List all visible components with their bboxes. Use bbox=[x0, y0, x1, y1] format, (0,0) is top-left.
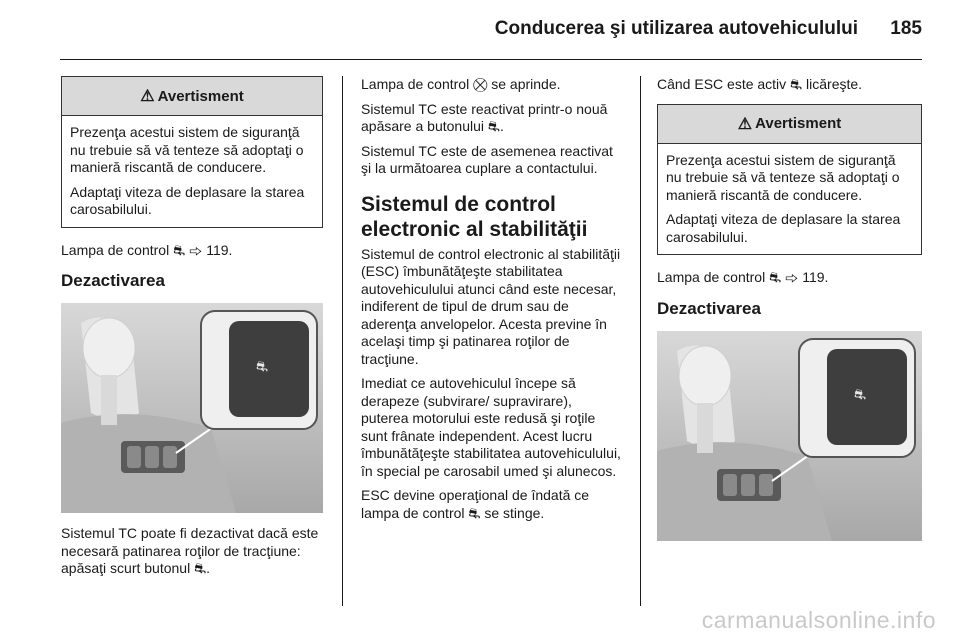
watermark: carmanualsonline.info bbox=[701, 607, 936, 633]
paragraph: Sistemul de control electronic al stabilităţii (ESC) îmbunătăţeşte stabilitatea autovehiculului atunci când este necesar, indiferent de tipul de drum sau de aderenţa anvelopelor. Acesta previne în acelaşi timp şi patinarea roţilor de tracţiune. bbox=[361, 245, 621, 367]
paragraph: ESC devine operaţional de îndată ce lampa de control ⛐ se stinge. bbox=[361, 487, 590, 521]
console-illustration bbox=[657, 331, 922, 541]
page-header-title: Conducerea şi utilizarea autovehiculului bbox=[494, 18, 858, 39]
console-illustration bbox=[61, 303, 323, 513]
switch-cluster bbox=[121, 441, 185, 473]
svg-text:⛐: ⛐ bbox=[854, 386, 867, 403]
paragraph: Lampa de control ⛒ se aprinde. bbox=[361, 76, 561, 92]
warning-icon: ⚠ bbox=[140, 88, 155, 105]
warning-paragraph: Prezenţa acestui sistem de siguranţă nu trebuie să vă tenteze să adoptaţi o manieră riscantă de conducere. bbox=[70, 124, 304, 175]
warning-paragraph: Adaptaţi viteza de deplasare la starea carosabilului. bbox=[70, 183, 305, 217]
header-rule bbox=[60, 59, 922, 60]
deactivation-text: Sistemul TC poate fi dezactivat dacă este necesară patinarea roţilor de tracţiune: apăsaţi scurt butonul ⛐. bbox=[61, 525, 319, 576]
lamp-reference: Lampa de control ⛐ ⇨ 119. bbox=[657, 269, 829, 285]
console-photo bbox=[657, 331, 922, 541]
warning-header bbox=[62, 77, 322, 116]
lamp-reference: Lampa de control ⛐ ⇨ 119. bbox=[61, 241, 233, 258]
paragraph: Sistemul TC este de asemenea reactivat şi la următoarea cuplare a contactului. bbox=[361, 142, 613, 176]
svg-text:⛐: ⛐ bbox=[256, 359, 269, 375]
warning-title: Avertisment bbox=[755, 115, 842, 132]
warning-box bbox=[657, 104, 922, 256]
warning-paragraph: Prezenţa acestui sistem de siguranţă nu trebuie să vă tenteze să adoptaţi o manieră riscantă de conducere. bbox=[666, 151, 900, 203]
column-divider-left bbox=[342, 76, 343, 606]
warning-paragraph: Adaptaţi viteza de deplasare la starea carosabilului. bbox=[666, 211, 901, 245]
warning-header bbox=[658, 105, 921, 144]
section-heading: Dezactivarea bbox=[657, 298, 761, 318]
column-right bbox=[657, 76, 922, 541]
column-divider-right bbox=[640, 76, 641, 606]
page-number: 185 bbox=[890, 18, 922, 39]
paragraph: Imediat ce autovehiculul începe să derapeze (subvirare/ supravirare), puterea motorului este redusă şi roţile sunt frânate independent. Acest lucru îmbunătăţeşte stabilitatea autovehiculului, în special pe carosabil umed şi alunecos. bbox=[361, 375, 621, 479]
section-heading-esc: Sistemul de control electronic al stabilităţii bbox=[361, 192, 588, 241]
switch-cluster bbox=[717, 469, 781, 501]
console-photo bbox=[61, 303, 323, 513]
paragraph: Sistemul TC este reactivat printr-o nouă apăsare a butonului ⛐. bbox=[361, 100, 608, 134]
section-heading: Dezactivarea bbox=[61, 271, 165, 290]
warning-title: Avertisment bbox=[157, 87, 244, 105]
column-middle bbox=[361, 76, 623, 529]
warning-box bbox=[61, 76, 323, 228]
column-left bbox=[61, 76, 323, 585]
warning-icon: ⚠ bbox=[737, 115, 753, 133]
paragraph: Când ESC este activ ⛐ licăreşte. bbox=[657, 76, 863, 92]
